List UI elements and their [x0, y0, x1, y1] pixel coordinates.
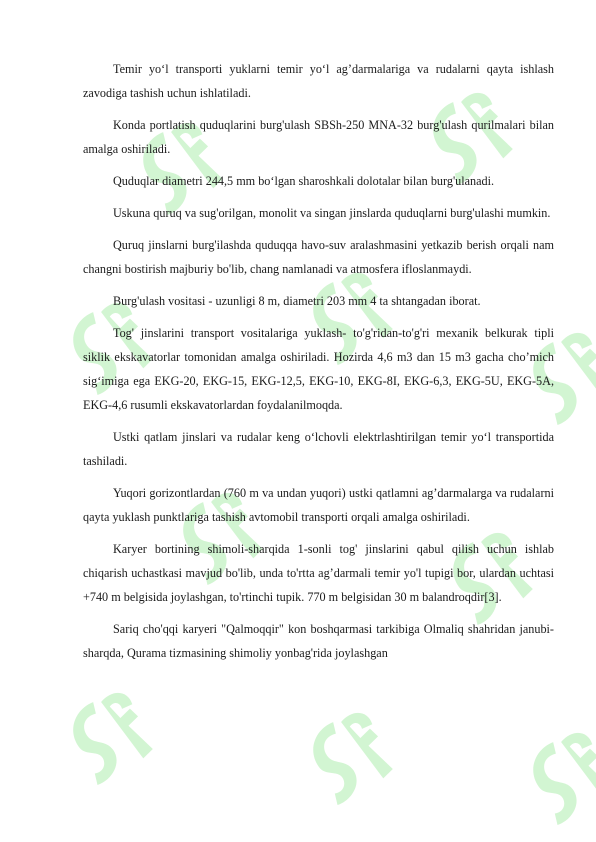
paragraph-9: Yuqori gorizontlardan (760 m va undan yuqori) ustki qatlamni ag’darmalarga va rudalarni qayta yuklash punktlariga tashish avtomobil transporti orqali amalga oshiriladi.: [83, 486, 554, 524]
watermark-mark: [517, 723, 596, 829]
watermark-mark: [297, 703, 403, 809]
document-page: [83, 57, 554, 673]
paragraph-4: Uskuna quruq va sug'orilgan, monolit va singan jinslarda quduqlarni burg'ulashi mumkin.: [113, 206, 551, 220]
watermark-mark: [57, 683, 163, 789]
paragraph-8: Ustki qatlam jinslari va rudalar keng o‘lchovli elektrlashtirilgan temir yo‘l transportida tashiladi.: [83, 430, 554, 468]
paragraph-5: Quruq jinslarni burg'ilashda quduqqa havo-suv aralashmasini yetkazib berish orqali nam changni bostirish majburiy bo'lib, chang namlanadi va atmosfera ifloslanmaydi.: [83, 238, 554, 276]
paragraph-2: Konda portlatish quduqlarini burg'ulash SBSh-250 MNA-32 burg'ulash qurilmalari bilan amalga oshiriladi.: [83, 118, 554, 156]
paragraph-1: Temir yo‘l transporti yuklarni temir yo‘l ag’darmalariga va rudalarni qayta ishlash zavodiga tashish uchun ishlatiladi.: [83, 62, 554, 100]
paragraph-10: Karyer bortining shimoli-sharqida 1-sonli tog' jinslarini qabul qilish uchun ishlab chiqarish uchastkasi mavjud bo'lib, unda to'rtta ag’darmali temir yo'l tupigi bor, ulardan uchtasi +740 m belgisida joylashgan, to'rtinchi tupik. 770 m belgisidan 30 m balandroqdir[3].: [83, 542, 554, 604]
paragraph-3: Quduqlar diametri 244,5 mm bo‘lgan sharoshkali dolotalar bilan burg'ulanadi.: [113, 174, 495, 188]
paragraph-7: Tog' jinslarini transport vositalariga yuklash- to'g'ridan-to'g'ri mexanik belkurak tipli siklik ekskavatorlar tomonidan amalga oshiriladi. Hozirda 4,6 m3 dan 15 m3 gacha cho’mich sig‘imiga ega EKG-20, EKG-15, EKG-12,5, EKG-10, EKG-8I, EKG-6,3, EKG-5U, EKG-5A, EKG-4,6 rusumli ekskavatorlardan foydalanilmoqda.: [83, 326, 554, 412]
paragraph-6: Burg'ulash vositasi - uzunligi 8 m, diametri 203 mm 4 ta shtangadan iborat.: [113, 294, 481, 308]
paragraph-11: Sariq cho'qqi karyeri "Qalmoqqir" kon boshqarmasi tarkibiga Olmaliq shahridan janubi-sharqda, Qurama tizmasining shimoliy yonbag'rida joylashgan: [83, 622, 554, 660]
